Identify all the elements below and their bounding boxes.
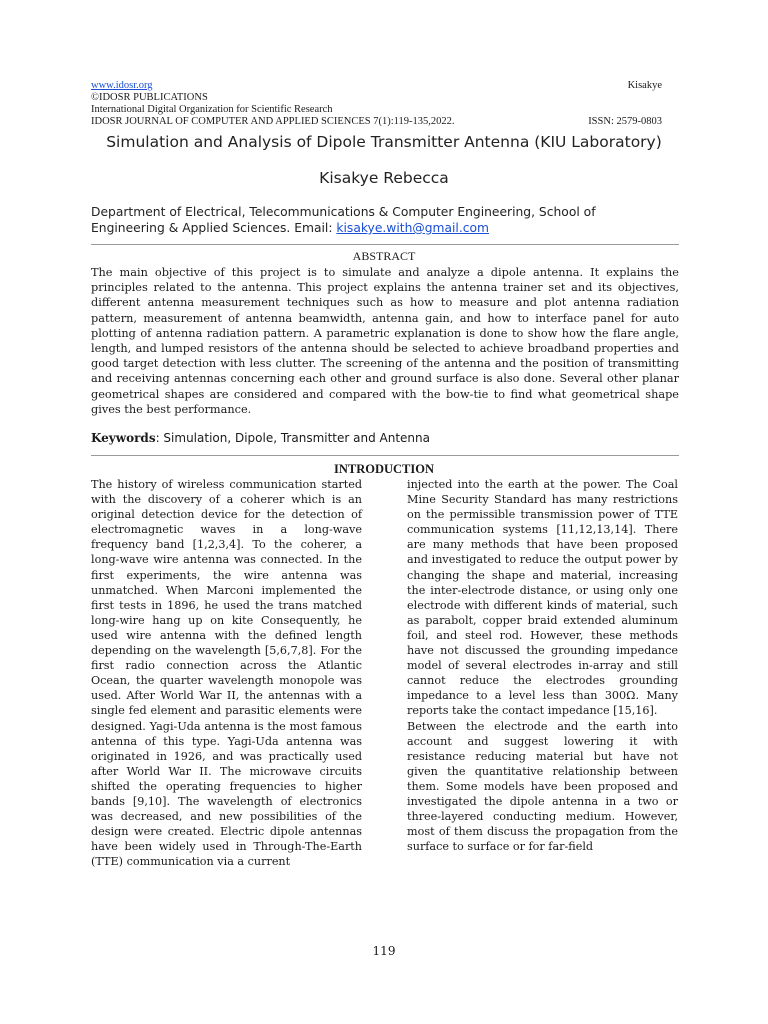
site-link[interactable]: www.idosr.org <box>91 80 153 91</box>
email-link[interactable]: kisakye.with@gmail.com <box>336 221 490 235</box>
affiliation-text: Department of Electrical, Telecommunications & Computer Engineering, School of Engineering & Applied Sciences. Email: <box>91 205 596 235</box>
keywords-label: Keywords <box>91 431 156 445</box>
journal-header <box>91 80 662 128</box>
paper-title: Simulation and Analysis of Dipole Transmitter Antenna (KIU Laboratory) <box>106 133 662 151</box>
keywords <box>91 431 679 445</box>
abstract-body: The main objective of this project is to simulate and analyze a dipole antenna. It explains the principles related to the antenna. This project explains the antenna trainer set and its objectives, different antenna measurement techniques such as how to measure and plot antenna radiation pattern, measurement of antenna beamwidth, antenna gain, and how to interface panel for auto plotting of antenna radiation pattern. A parametric explanation is done to show how the flare angle, length, and lumped resistors of the antenna should be selected to achieve broadband properties and good target detection with less clutter. The screening of the antenna and the position of transmitting and receiving antennas concerning each other and ground surface is also done. Several other planar geometrical shapes are considered and compared with the bow-tie to find what geometrical shape gives the best performance. <box>91 266 679 416</box>
intro-paragraph: Between the electrode and the earth into account and suggest lowering it with resistance reducing material but have not given the quantitative relationship between them. Some models have been proposed and investigated the dipole antenna in a two or three-layered conducting medium. However, most of them discuss the propagation from the surface to surface or for far-field <box>407 719 678 854</box>
intro-paragraph: The history of wireless communication started with the discovery of a coherer which is an original detection device for the detection of electromagnetic waves in a long-wave frequency band [1,2,3,4]. To the coherer, a long-wave wire antenna was connected. In the first experiments, the wire antenna was unmatched. When Marconi implemented the first tests in 1896, he used the trans matched long-wire hang up on kite Consequently, he used wire antenna with the defined length depending on the wavelength [5,6,7,8]. For the first radio connection across the Atlantic Ocean, the quarter wavelength monopole was used. After World War II, the antennas with a single fed element and parasitic elements were designed. Yagi-Uda antenna is the most famous antenna of this type. Yagi-Uda antenna was originated in 1926, and was practically used after World War II. The microwave circuits shifted the operating frequencies to higher bands [9,10]. The wavelength of electronics was decreased, and new possibilities of the design were created. Electric dipole antennas have been widely used in Through-The-Earth (TTE) communication via a current <box>91 478 362 869</box>
intro-right-column <box>407 477 678 854</box>
running-author: Kisakye <box>627 80 662 91</box>
page-number: 119 <box>372 944 396 958</box>
organization-line: International Digital Organization for Scientific Research <box>91 104 333 115</box>
author-name: Kisakye Rebecca <box>319 169 449 187</box>
abstract-heading: ABSTRACT <box>352 249 416 263</box>
keywords-value: : Simulation, Dipole, Transmitter and Antenna <box>155 431 430 445</box>
divider-top <box>91 244 679 245</box>
divider-bottom <box>91 455 679 456</box>
issn: ISSN: 2579-0803 <box>588 116 662 127</box>
intro-left-column <box>91 477 362 869</box>
publisher-line: ©IDOSR PUBLICATIONS <box>91 92 208 103</box>
intro-paragraph: injected into the earth at the power. The Coal Mine Security Standard has many restrictions on the permissible transmission power of TTE communication systems [11,12,13,14]. There are many methods that have been proposed and investigated to reduce the output power by changing the shape and material, increasing the inter-electrode distance, or using only one electrode with different kinds of material, such as parabolt, copper braid extended aluminum foil, and steel rod. However, these methods have not discussed the grounding impedance model of several electrodes in-array and still cannot reduce the electrodes grounding impedance to a level less than 300Ω. Many reports take the contact impedance [15,16]. <box>407 478 678 718</box>
journal-citation: IDOSR JOURNAL OF COMPUTER AND APPLIED SCIENCES 7(1):119-135,2022. <box>91 116 455 127</box>
affiliation <box>91 204 671 236</box>
introduction-heading: INTRODUCTION <box>333 462 434 476</box>
